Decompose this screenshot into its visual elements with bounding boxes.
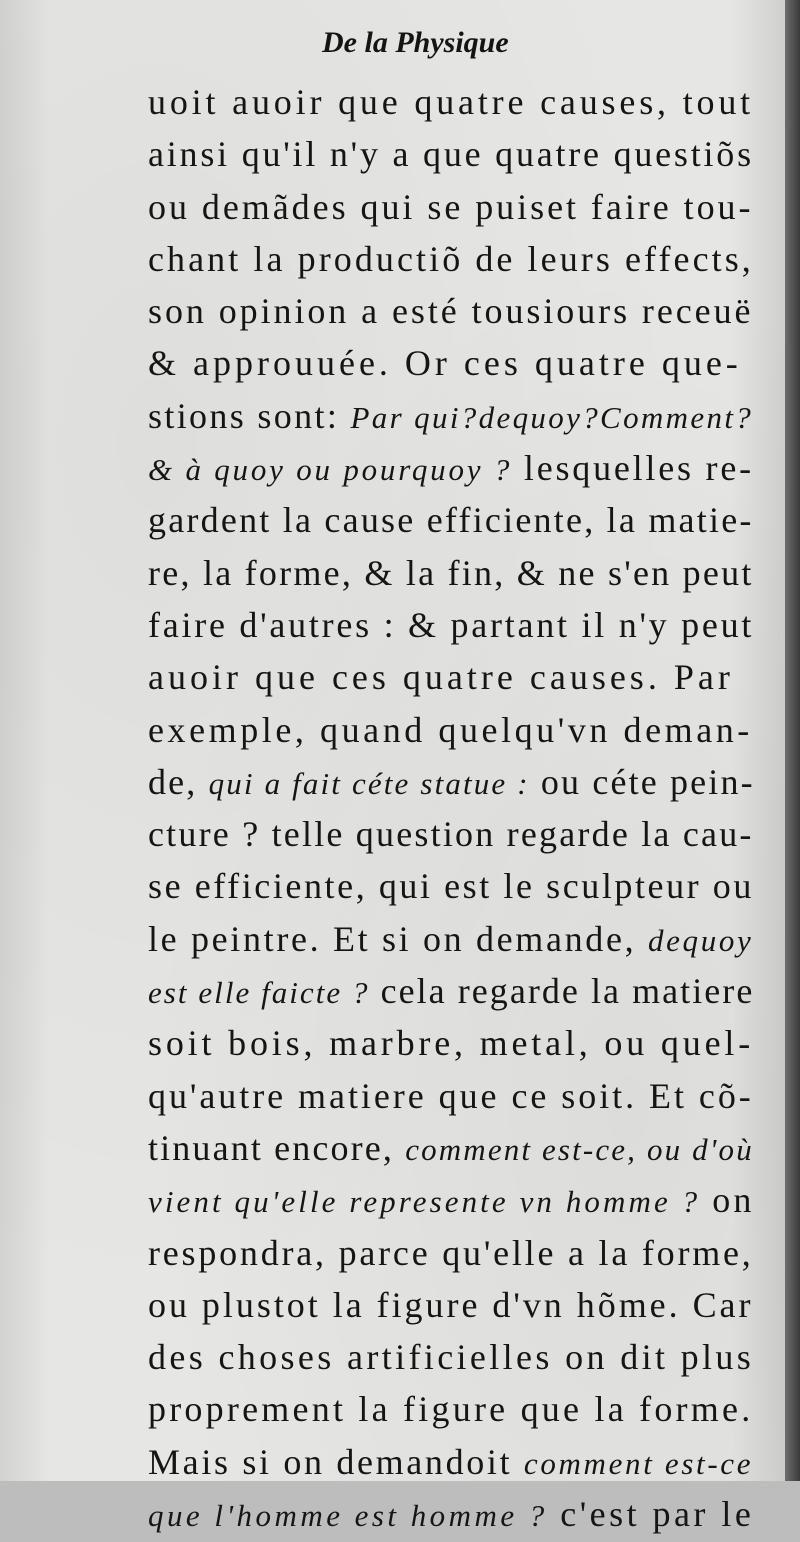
- text-line: [148, 860, 754, 912]
- italic-phrase: dequoy: [647, 922, 754, 958]
- text-line-content: [148, 756, 755, 808]
- text-line-content: [148, 1488, 754, 1540]
- text-line: [148, 181, 754, 233]
- text-line: [148, 1488, 755, 1540]
- roman-phrase: respondra, parce qu'elle a la forme,: [148, 1232, 754, 1273]
- text-line: [148, 808, 754, 860]
- text-line: [148, 442, 754, 494]
- roman-phrase: & approuuée. Or ces quatre que-: [148, 343, 742, 384]
- text-line-content: [148, 965, 754, 1017]
- text-line-content: [148, 547, 754, 599]
- text-line-content: [148, 1279, 753, 1331]
- text-line: [148, 651, 740, 703]
- roman-phrase: auoir que ces quatre causes. Par: [148, 657, 734, 698]
- italic-phrase: que l'homme est homme ?: [148, 1498, 548, 1534]
- text-line-content: [148, 704, 753, 756]
- roman-phrase: c'est par le: [547, 1494, 755, 1535]
- italic-phrase: comment est-ce: [523, 1445, 754, 1481]
- text-line: [148, 1070, 754, 1122]
- text-line-content: [148, 860, 754, 912]
- roman-phrase: tinuant encore,: [148, 1127, 406, 1168]
- roman-phrase: Mais si on demandoit: [148, 1441, 524, 1482]
- text-line: [148, 1122, 754, 1174]
- roman-phrase: des choses artificielles on dit plus: [148, 1337, 755, 1378]
- text-line-content: [148, 1122, 754, 1174]
- text-line-content: [148, 1227, 754, 1279]
- text-line: [148, 547, 754, 599]
- text-line-content: [148, 1174, 754, 1226]
- text-line-content: [148, 1017, 754, 1069]
- text-line: [148, 599, 755, 651]
- text-line: [148, 913, 754, 965]
- text-line-content: [148, 285, 753, 337]
- roman-phrase: re, la forme, & la fin, & ne s'en peut: [148, 552, 754, 593]
- running-header: De la Physique: [322, 26, 509, 59]
- roman-phrase: ou céte pein-: [529, 761, 755, 802]
- roman-phrase: son opinion a esté tousiours receuë: [148, 291, 754, 332]
- text-line: [148, 390, 754, 442]
- roman-phrase: cture ? telle question regarde la cau-: [148, 814, 754, 855]
- roman-phrase: cela regarde la matiere: [369, 971, 755, 1012]
- text-line: [148, 285, 754, 337]
- roman-phrase: exemple, quand quelqu'vn deman-: [148, 709, 753, 750]
- roman-phrase: ou plustot la figure d'vn hõme. Car: [148, 1284, 754, 1325]
- roman-phrase: de,: [148, 761, 209, 802]
- roman-phrase: gardent la cause efficiente, la matie-: [148, 500, 754, 541]
- italic-phrase: comment est-ce, ou d'où: [405, 1131, 754, 1167]
- text-line-content: [148, 913, 753, 965]
- roman-phrase: on: [700, 1180, 755, 1221]
- text-line: [148, 704, 753, 756]
- italic-phrase: Par qui?dequoy?Comment?: [350, 399, 754, 435]
- text-line: [148, 1017, 755, 1069]
- text-line-content: [148, 442, 754, 494]
- text-line: [148, 1174, 755, 1226]
- roman-phrase: proprement la figure que la forme.: [148, 1389, 754, 1430]
- text-line-content: [148, 337, 742, 389]
- text-line: [148, 1227, 754, 1279]
- text-line-content: [148, 599, 754, 651]
- body-text: [148, 76, 755, 1540]
- text-line: [148, 1383, 754, 1435]
- text-line-content: [148, 181, 753, 233]
- text-line: [148, 1436, 754, 1488]
- roman-phrase: le peintre. Et si on demande,: [148, 918, 648, 959]
- page-edge-shadow: [785, 0, 800, 1481]
- text-line: [148, 233, 754, 285]
- roman-phrase: soit bois, marbre, metal, ou quel-: [148, 1023, 755, 1064]
- roman-phrase: lesquelles re-: [512, 448, 754, 489]
- roman-phrase: ou demãdes qui se puiset faire tou-: [148, 186, 754, 227]
- text-line: [148, 128, 754, 180]
- italic-phrase: qui a fait céte statue :: [208, 765, 530, 801]
- text-line-content: [148, 808, 754, 860]
- roman-phrase: ainsi qu'il n'y a que quatre questiõs: [148, 134, 754, 175]
- text-line: [148, 337, 740, 389]
- text-line-content: [148, 651, 734, 703]
- text-line-content: [148, 1331, 754, 1383]
- text-line-content: [148, 76, 754, 128]
- text-line-content: [148, 128, 754, 180]
- roman-phrase: faire d'autres : & partant il n'y peut: [148, 604, 755, 645]
- italic-phrase: est elle faicte ?: [148, 975, 370, 1011]
- text-line-content: [148, 494, 754, 546]
- text-line: [148, 494, 754, 546]
- italic-phrase: & à quoy ou pourquoy ?: [148, 452, 513, 488]
- roman-phrase: qu'autre matiere que ce soit. Et cõ-: [148, 1075, 754, 1116]
- text-line-content: [148, 390, 753, 442]
- text-line-content: [148, 1070, 754, 1122]
- text-line: [148, 756, 755, 808]
- roman-phrase: se efficiente, qui est le sculpteur ou: [148, 866, 754, 907]
- text-line: [148, 1331, 755, 1383]
- italic-phrase: vient qu'elle represente vn homme ?: [148, 1184, 701, 1220]
- text-line: [148, 76, 755, 128]
- text-line: [148, 1279, 754, 1331]
- text-line-content: [148, 1383, 753, 1435]
- text-line: [148, 965, 755, 1017]
- text-line-content: [148, 233, 754, 285]
- roman-phrase: uoit auoir que quatre causes, tout: [148, 82, 755, 122]
- text-line-content: [148, 1436, 753, 1488]
- roman-phrase: stions sont:: [148, 395, 351, 436]
- roman-phrase: chant la productiõ de leurs effects,: [148, 238, 754, 279]
